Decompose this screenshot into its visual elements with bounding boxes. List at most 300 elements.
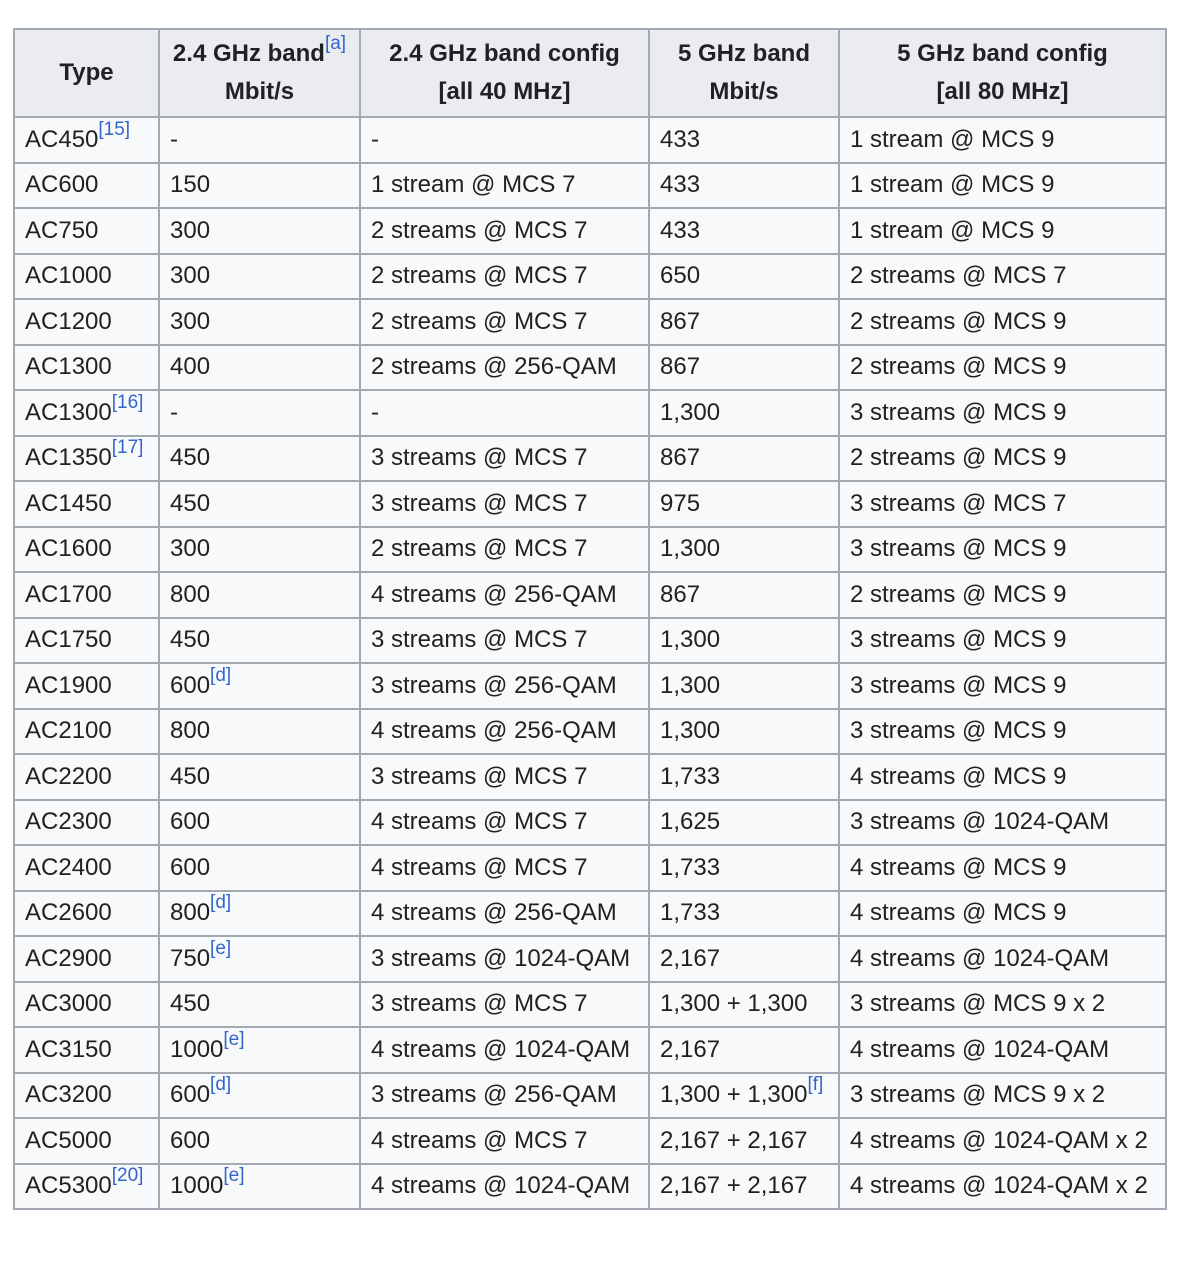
cell-band24-mbits — [159, 208, 360, 254]
cell-text: 3 streams @ MCS 9 — [850, 717, 1067, 745]
cell-band24-mbits — [159, 299, 360, 345]
cell-text: 450 — [170, 990, 211, 1018]
cell-band24-config — [360, 117, 649, 163]
reference-link[interactable]: [d] — [210, 1074, 232, 1096]
cell-text: 433 — [660, 171, 701, 199]
cell-band24-config — [360, 982, 649, 1028]
cell-band24-mbits — [159, 527, 360, 573]
cell-text: 150 — [170, 171, 211, 199]
header-line — [25, 54, 148, 92]
cell-band5-mbits — [649, 163, 839, 209]
cell-text: 3 streams @ MCS 9 — [850, 671, 1067, 699]
cell-text: 1,300 — [660, 535, 721, 563]
cell-band24-mbits — [159, 390, 360, 436]
header-band5-mbits — [649, 29, 839, 117]
cell-text: 2 streams @ MCS 7 — [371, 216, 588, 244]
cell-band24-mbits — [159, 117, 360, 163]
cell-text: 433 — [660, 216, 701, 244]
cell-text: 450 — [170, 489, 211, 517]
cell-text: AC2400 — [25, 853, 112, 881]
cell-text: 2 streams @ MCS 9 — [850, 444, 1067, 472]
cell-band24-config — [360, 800, 649, 846]
cell-text: 1 stream @ MCS 9 — [850, 171, 1055, 199]
reference-link[interactable]: [20] — [111, 1165, 144, 1187]
cell-text: 600 — [170, 1126, 211, 1154]
cell-text: 800 — [170, 899, 211, 927]
cell-band24-mbits — [159, 1118, 360, 1164]
cell-text: 2 streams @ 256-QAM — [371, 353, 617, 381]
cell-band5-mbits — [649, 936, 839, 982]
table-row — [14, 709, 1166, 755]
table-row — [14, 1164, 1166, 1210]
cell-band24-mbits — [159, 709, 360, 755]
cell-band5-config — [839, 254, 1166, 300]
cell-text: AC1900 — [25, 671, 112, 699]
cell-band24-config — [360, 754, 649, 800]
table-body — [14, 117, 1166, 1209]
cell-band24-mbits — [159, 1164, 360, 1210]
cell-band24-mbits — [159, 254, 360, 300]
cell-text: 1000 — [170, 1172, 224, 1200]
cell-band5-mbits — [649, 254, 839, 300]
cell-band5-config — [839, 481, 1166, 527]
cell-band24-mbits — [159, 1027, 360, 1073]
cell-type — [14, 1118, 159, 1164]
cell-band5-config — [839, 299, 1166, 345]
cell-text: 1,733 — [660, 899, 721, 927]
header-line — [170, 73, 349, 111]
cell-text: 867 — [660, 444, 701, 472]
cell-band5-mbits — [649, 345, 839, 391]
header-text: [all 80 MHz] — [936, 78, 1069, 105]
table-row — [14, 891, 1166, 937]
cell-type — [14, 709, 159, 755]
cell-text: - — [371, 398, 379, 426]
cell-band5-config — [839, 845, 1166, 891]
cell-text: 4 streams @ MCS 7 — [371, 853, 588, 881]
cell-band24-mbits — [159, 845, 360, 891]
header-type — [14, 29, 159, 117]
table-row — [14, 982, 1166, 1028]
cell-text: AC1700 — [25, 580, 112, 608]
cell-band24-mbits — [159, 982, 360, 1028]
cell-band5-mbits — [649, 1073, 839, 1119]
cell-text: 1,733 — [660, 762, 721, 790]
cell-text: 4 streams @ MCS 7 — [371, 808, 588, 836]
cell-text: 2 streams @ MCS 7 — [371, 262, 588, 290]
header-band5-config — [839, 29, 1166, 117]
cell-band24-config — [360, 345, 649, 391]
cell-band24-config — [360, 572, 649, 618]
cell-text: 2 streams @ MCS 9 — [850, 307, 1067, 335]
reference-link[interactable]: [e] — [210, 937, 232, 959]
cell-type — [14, 163, 159, 209]
header-text: 2.4 GHz band — [172, 40, 325, 67]
cell-band24-config — [360, 709, 649, 755]
reference-link[interactable]: [17] — [111, 437, 144, 459]
cell-type — [14, 345, 159, 391]
cell-text: 300 — [170, 216, 211, 244]
cell-text: 4 streams @ 1024-QAM x 2 — [850, 1126, 1148, 1154]
cell-band5-config — [839, 1073, 1166, 1119]
cell-text: 1,300 + 1,300 — [660, 990, 808, 1018]
table-row — [14, 345, 1166, 391]
cell-type — [14, 481, 159, 527]
cell-text: AC5000 — [25, 1126, 112, 1154]
header-text: 5 GHz band — [677, 40, 810, 67]
reference-link[interactable]: [e] — [223, 1028, 245, 1050]
cell-text: AC3200 — [25, 1081, 112, 1109]
cell-band5-config — [839, 1164, 1166, 1210]
cell-text: 600 — [170, 853, 211, 881]
cell-text: 3 streams @ MCS 9 — [850, 398, 1067, 426]
wifi-ac-types-table — [13, 28, 1167, 1210]
reference-link[interactable]: [e] — [223, 1165, 245, 1187]
table-row — [14, 527, 1166, 573]
cell-text: AC1300 — [25, 353, 112, 381]
cell-text: 4 streams @ 1024-QAM — [371, 1035, 631, 1063]
cell-type — [14, 800, 159, 846]
cell-text: 2 streams @ MCS 7 — [371, 535, 588, 563]
cell-band24-config — [360, 1118, 649, 1164]
cell-band5-mbits — [649, 663, 839, 709]
cell-text: 450 — [170, 762, 211, 790]
cell-text: 3 streams @ 256-QAM — [371, 671, 617, 699]
cell-band5-config — [839, 163, 1166, 209]
cell-band24-config — [360, 436, 649, 482]
cell-text: 3 streams @ 256-QAM — [371, 1081, 617, 1109]
cell-text: 1,300 — [660, 717, 721, 745]
cell-type — [14, 208, 159, 254]
cell-text: 3 streams @ MCS 7 — [371, 990, 588, 1018]
cell-band5-mbits — [649, 800, 839, 846]
cell-text: 1,300 — [660, 671, 721, 699]
header-line — [850, 35, 1155, 73]
cell-text: AC5300 — [25, 1172, 112, 1200]
cell-band5-config — [839, 117, 1166, 163]
table-row — [14, 754, 1166, 800]
table-row — [14, 800, 1166, 846]
cell-band5-mbits — [649, 208, 839, 254]
cell-text: AC1300 — [25, 398, 112, 426]
cell-text: 4 streams @ 1024-QAM — [850, 1035, 1110, 1063]
table-row — [14, 845, 1166, 891]
cell-type — [14, 527, 159, 573]
header-line — [371, 35, 638, 73]
reference-link[interactable]: [d] — [210, 664, 232, 686]
header-text: [all 40 MHz] — [438, 78, 571, 105]
cell-band24-mbits — [159, 754, 360, 800]
cell-text: 3 streams @ MCS 7 — [371, 444, 588, 472]
cell-text: 450 — [170, 444, 211, 472]
table-row — [14, 117, 1166, 163]
cell-type — [14, 254, 159, 300]
reference-link[interactable]: [15] — [98, 118, 131, 140]
cell-band24-config — [360, 891, 649, 937]
cell-band24-config — [360, 936, 649, 982]
cell-text: AC2300 — [25, 808, 112, 836]
cell-type — [14, 845, 159, 891]
cell-text: 975 — [660, 489, 701, 517]
cell-band24-mbits — [159, 1073, 360, 1119]
cell-text: AC1350 — [25, 444, 112, 472]
cell-text: 3 streams @ 1024-QAM — [371, 944, 631, 972]
cell-text: AC1200 — [25, 307, 112, 335]
cell-text: 3 streams @ MCS 7 — [850, 489, 1067, 517]
cell-band5-mbits — [649, 1027, 839, 1073]
cell-band24-mbits — [159, 800, 360, 846]
cell-text: 2 streams @ MCS 7 — [850, 262, 1067, 290]
cell-text: 4 streams @ MCS 9 — [850, 762, 1067, 790]
cell-text: 2,167 + 2,167 — [660, 1126, 808, 1154]
cell-text: 3 streams @ MCS 9 x 2 — [850, 990, 1106, 1018]
header-row — [14, 29, 1166, 117]
cell-type — [14, 936, 159, 982]
cell-band24-config — [360, 254, 649, 300]
cell-text: 3 streams @ MCS 9 — [850, 535, 1067, 563]
cell-band24-config — [360, 1073, 649, 1119]
cell-text: AC2900 — [25, 944, 112, 972]
cell-band24-config — [360, 299, 649, 345]
table-row — [14, 390, 1166, 436]
cell-type — [14, 117, 159, 163]
cell-text: 1,300 — [660, 626, 721, 654]
table-row — [14, 1118, 1166, 1164]
cell-band24-config — [360, 390, 649, 436]
cell-text: 750 — [170, 944, 211, 972]
cell-band24-mbits — [159, 345, 360, 391]
cell-band24-mbits — [159, 163, 360, 209]
cell-band24-config — [360, 663, 649, 709]
cell-text: 300 — [170, 535, 211, 563]
cell-type — [14, 663, 159, 709]
cell-text: 3 streams @ 1024-QAM — [850, 808, 1110, 836]
cell-text: 2,167 + 2,167 — [660, 1172, 808, 1200]
cell-band24-config — [360, 1027, 649, 1073]
cell-text: 867 — [660, 353, 701, 381]
cell-band5-config — [839, 618, 1166, 664]
cell-band24-config — [360, 527, 649, 573]
cell-type — [14, 1073, 159, 1119]
cell-text: 1 stream @ MCS 9 — [850, 125, 1055, 153]
cell-text: AC2200 — [25, 762, 112, 790]
cell-band5-mbits — [649, 845, 839, 891]
header-line — [371, 73, 638, 111]
cell-text: 600 — [170, 1081, 211, 1109]
cell-band5-mbits — [649, 299, 839, 345]
cell-band24-mbits — [159, 572, 360, 618]
cell-band24-config — [360, 208, 649, 254]
cell-band5-config — [839, 800, 1166, 846]
cell-band5-mbits — [649, 390, 839, 436]
cell-band5-mbits — [649, 481, 839, 527]
cell-text: 867 — [660, 580, 701, 608]
header-band24-config — [360, 29, 649, 117]
cell-text: 300 — [170, 307, 211, 335]
header-line — [660, 73, 828, 111]
cell-text: 400 — [170, 353, 211, 381]
reference-link[interactable]: [d] — [210, 892, 232, 914]
cell-text: 3 streams @ MCS 7 — [371, 626, 588, 654]
header-text: 5 GHz band config — [897, 40, 1108, 67]
cell-band24-mbits — [159, 481, 360, 527]
cell-type — [14, 436, 159, 482]
table-row — [14, 481, 1166, 527]
cell-text: 4 streams @ 256-QAM — [371, 899, 617, 927]
cell-text: 4 streams @ 256-QAM — [371, 580, 617, 608]
table-row — [14, 663, 1166, 709]
cell-text: AC1000 — [25, 262, 112, 290]
header-text: 2.4 GHz band config — [389, 40, 620, 67]
cell-text: 4 streams @ 1024-QAM x 2 — [850, 1172, 1148, 1200]
reference-link[interactable]: [a] — [324, 33, 347, 54]
cell-text: 1 stream @ MCS 7 — [371, 171, 576, 199]
table-row — [14, 299, 1166, 345]
cell-type — [14, 1164, 159, 1210]
cell-text: 1,300 — [660, 398, 721, 426]
cell-text: 1000 — [170, 1035, 224, 1063]
header-line — [850, 73, 1155, 111]
cell-text: 867 — [660, 307, 701, 335]
cell-text: 4 streams @ MCS 7 — [371, 1126, 588, 1154]
cell-band5-mbits — [649, 527, 839, 573]
cell-text: 2,167 — [660, 1035, 721, 1063]
cell-text: AC750 — [25, 216, 99, 244]
cell-text: AC3000 — [25, 990, 112, 1018]
cell-band24-config — [360, 481, 649, 527]
reference-link[interactable]: [f] — [807, 1074, 824, 1096]
cell-text: - — [170, 398, 178, 426]
table-row — [14, 936, 1166, 982]
cell-text: - — [371, 125, 379, 153]
cell-text: 3 streams @ MCS 7 — [371, 762, 588, 790]
cell-band5-config — [839, 1027, 1166, 1073]
cell-text: AC2600 — [25, 899, 112, 927]
table-row — [14, 1027, 1166, 1073]
cell-band5-mbits — [649, 754, 839, 800]
cell-text: 2 streams @ MCS 9 — [850, 580, 1067, 608]
cell-band5-config — [839, 390, 1166, 436]
cell-band5-mbits — [649, 618, 839, 664]
cell-text: 600 — [170, 671, 211, 699]
cell-type — [14, 754, 159, 800]
cell-text: 4 streams @ 256-QAM — [371, 717, 617, 745]
cell-text: 3 streams @ MCS 9 — [850, 626, 1067, 654]
cell-text: AC1450 — [25, 489, 112, 517]
cell-text: 4 streams @ MCS 9 — [850, 853, 1067, 881]
cell-band24-config — [360, 618, 649, 664]
cell-text: AC3150 — [25, 1035, 112, 1063]
cell-text: AC600 — [25, 171, 99, 199]
cell-text: 433 — [660, 125, 701, 153]
table-header — [14, 29, 1166, 117]
header-text: Type — [59, 59, 114, 86]
cell-type — [14, 982, 159, 1028]
cell-band5-mbits — [649, 436, 839, 482]
cell-text: 3 streams @ MCS 9 x 2 — [850, 1081, 1106, 1109]
reference-link[interactable]: [16] — [111, 391, 144, 413]
cell-band5-config — [839, 527, 1166, 573]
cell-type — [14, 299, 159, 345]
cell-text: 650 — [660, 262, 701, 290]
cell-band24-config — [360, 845, 649, 891]
table-row — [14, 436, 1166, 482]
table-row — [14, 618, 1166, 664]
header-line — [660, 35, 828, 73]
cell-band5-mbits — [649, 982, 839, 1028]
cell-band5-config — [839, 208, 1166, 254]
cell-type — [14, 390, 159, 436]
cell-text: 800 — [170, 580, 211, 608]
cell-band5-config — [839, 936, 1166, 982]
cell-band5-config — [839, 345, 1166, 391]
header-line — [170, 35, 349, 73]
cell-text: - — [170, 125, 178, 153]
table-row — [14, 1073, 1166, 1119]
table-row — [14, 572, 1166, 618]
cell-band5-mbits — [649, 1164, 839, 1210]
cell-band24-mbits — [159, 891, 360, 937]
cell-band5-mbits — [649, 891, 839, 937]
cell-band5-mbits — [649, 709, 839, 755]
cell-band24-config — [360, 1164, 649, 1210]
cell-band5-config — [839, 891, 1166, 937]
cell-type — [14, 572, 159, 618]
cell-text: 1,300 + 1,300 — [660, 1081, 808, 1109]
cell-band5-mbits — [649, 117, 839, 163]
cell-text: 600 — [170, 808, 211, 836]
cell-text: 1,625 — [660, 808, 721, 836]
cell-text: 4 streams @ 1024-QAM — [371, 1172, 631, 1200]
cell-text: AC1750 — [25, 626, 112, 654]
cell-type — [14, 1027, 159, 1073]
cell-text: 2,167 — [660, 944, 721, 972]
cell-text: AC450 — [25, 125, 99, 153]
cell-band5-config — [839, 754, 1166, 800]
cell-text: 2 streams @ MCS 7 — [371, 307, 588, 335]
cell-band5-config — [839, 663, 1166, 709]
cell-band24-mbits — [159, 936, 360, 982]
header-text: Mbit/s — [224, 78, 295, 105]
cell-band24-mbits — [159, 436, 360, 482]
cell-text: 450 — [170, 626, 211, 654]
cell-text: 1,733 — [660, 853, 721, 881]
cell-band24-mbits — [159, 663, 360, 709]
cell-text: 300 — [170, 262, 211, 290]
cell-text: AC1600 — [25, 535, 112, 563]
cell-text: 4 streams @ MCS 9 — [850, 899, 1067, 927]
cell-band5-mbits — [649, 572, 839, 618]
cell-band5-config — [839, 982, 1166, 1028]
cell-type — [14, 891, 159, 937]
cell-type — [14, 618, 159, 664]
header-text: Mbit/s — [709, 78, 779, 105]
cell-band24-mbits — [159, 618, 360, 664]
cell-text: 2 streams @ MCS 9 — [850, 353, 1067, 381]
table-row — [14, 208, 1166, 254]
cell-band5-config — [839, 436, 1166, 482]
table-row — [14, 163, 1166, 209]
table-row — [14, 254, 1166, 300]
cell-band5-config — [839, 1118, 1166, 1164]
cell-text: 3 streams @ MCS 7 — [371, 489, 588, 517]
cell-text: AC2100 — [25, 717, 112, 745]
cell-band24-config — [360, 163, 649, 209]
cell-text: 1 stream @ MCS 9 — [850, 216, 1055, 244]
cell-band5-config — [839, 709, 1166, 755]
cell-band5-config — [839, 572, 1166, 618]
cell-band5-mbits — [649, 1118, 839, 1164]
